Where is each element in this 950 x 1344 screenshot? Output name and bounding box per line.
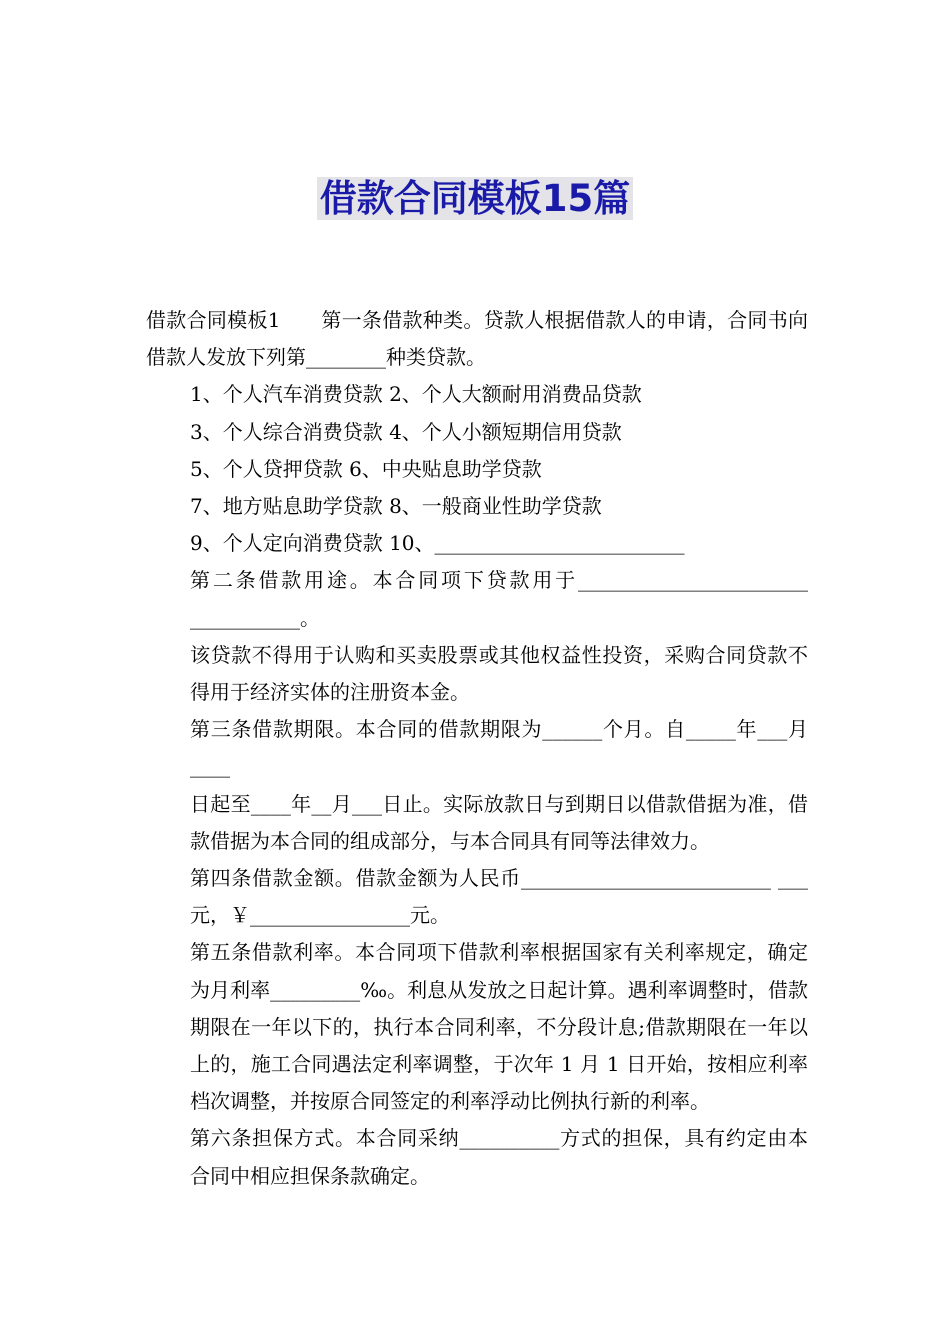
loan-type-list-item: 3、个人综合消费贷款 4、个人小额短期信用贷款 xyxy=(190,419,622,444)
loan-restriction-paragraph: 该贷款不得用于认购和买卖股票或其他权益性投资，采购合同贷款不得用于经济实体的注册资本金。 xyxy=(190,642,808,705)
article-4-paragraph: 第四条借款金额。借款金额为人民币_________________________ ___元，￥________________元。 xyxy=(190,866,808,928)
loan-type-list-item: 5、个人贷押贷款 6、中央贴息助学贷款 xyxy=(190,456,542,481)
article-2-paragraph: 第二条借款用途。本合同项下贷款用于_______________________ ___________。 xyxy=(190,568,808,630)
loan-type-list-item: 7、地方贴息助学贷款 8、一般商业性助学贷款 xyxy=(190,494,602,519)
document-body xyxy=(146,302,808,1195)
paragraph-intro: 借款合同模板1 第一条借款种类。贷款人根据借款人的申请，合同书向借款人发放下列第________种类贷款。 xyxy=(146,308,808,370)
loan-type-list-item: 9、个人定向消费贷款 10、_________________________ xyxy=(190,531,685,556)
document-title xyxy=(0,174,950,224)
document-title-text: 借款合同模板15篇 xyxy=(317,177,634,220)
article-6-paragraph: 第六条担保方式。本合同采纳__________方式的担保，具有约定由本合同中相应担保条款确定。 xyxy=(190,1126,808,1188)
loan-type-list-item: 1、个人汽车消费贷款 2、个人大额耐用消费品贷款 xyxy=(190,382,642,407)
article-3-paragraph: 第三条借款期限。本合同的借款期限为______个月。自_____年___月____ xyxy=(190,717,808,779)
article-5-paragraph: 第五条借款利率。本合同项下借款利率根据国家有关利率规定，确定为月利率_________‰。利息从发放之日起计算。遇利率调整时，借款期限在一年以下的，执行本合同利率，不分段计息;借款期限在一年以上的，施工合同遇法定利率调整，于次年 1 月 1 日开始，按相应利率档次调整，并按原合同签定的利率浮动比例执行新的利率。 xyxy=(190,940,808,1114)
article-3-continued-paragraph: 日起至____年__月___日止。实际放款日与到期日以借款借据为准，借款借据为本合同的组成部分，与本合同具有同等法律效力。 xyxy=(190,791,808,853)
